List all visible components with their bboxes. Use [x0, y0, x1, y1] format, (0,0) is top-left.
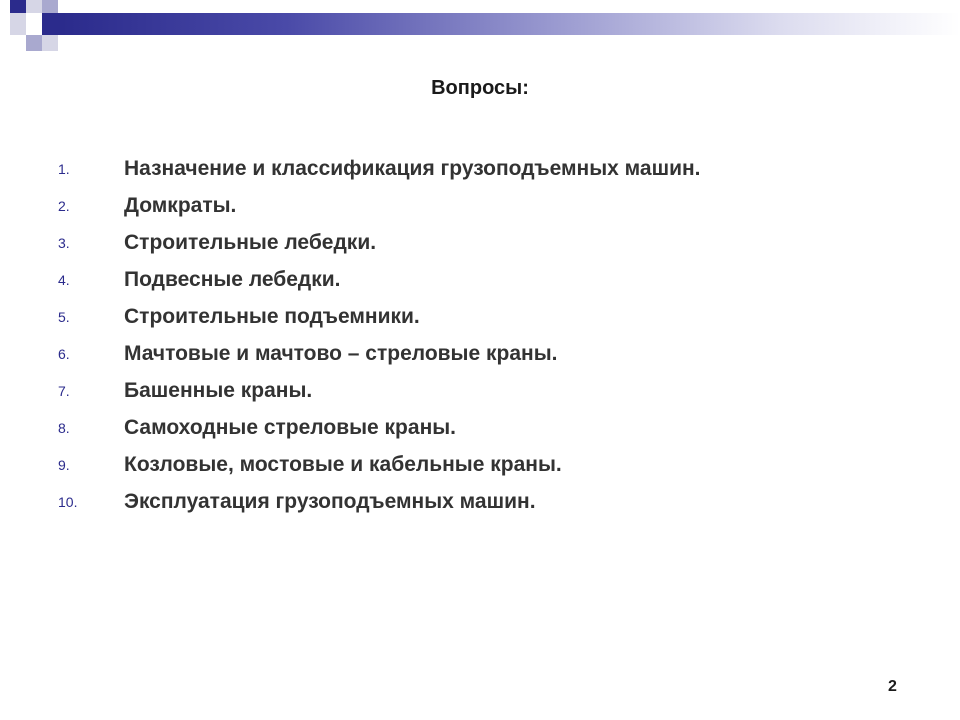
list-item-text: Эксплуатация грузоподъемных машин.	[124, 489, 536, 513]
page-number: 2	[888, 678, 897, 695]
list-item-text: Козловые, мостовые и кабельные краны.	[124, 452, 562, 476]
list-item	[58, 298, 701, 335]
list-item	[58, 261, 701, 298]
list-item	[58, 446, 701, 483]
header-gradient-band	[62, 13, 960, 35]
list-item-number: 9.	[58, 456, 70, 473]
decor-square-navy	[10, 0, 26, 13]
decor-square-light	[10, 13, 26, 35]
decor-square-mid	[42, 0, 58, 13]
decor-square-light	[42, 35, 58, 51]
list-item	[58, 187, 701, 224]
decor-square-light	[26, 0, 42, 13]
list-item	[58, 150, 701, 187]
list-item-text: Мачтовые и мачтово – стреловые краны.	[124, 341, 558, 365]
list-item-text: Подвесные лебедки.	[124, 267, 341, 291]
list-item	[58, 372, 701, 409]
list-item-text: Башенные краны.	[124, 378, 313, 402]
list-item-text: Строительные лебедки.	[124, 230, 377, 254]
list-item	[58, 224, 701, 261]
list-item-text: Домкраты.	[124, 193, 237, 217]
slide-title: Вопросы:	[431, 77, 529, 99]
decor-square-mid	[26, 35, 42, 51]
list-item-number: 4.	[58, 271, 70, 288]
list-item-number: 10.	[58, 493, 78, 510]
questions-list	[58, 150, 701, 520]
list-item	[58, 409, 701, 446]
list-item-number: 3.	[58, 234, 70, 251]
list-item-number: 7.	[58, 382, 70, 399]
list-item-number: 8.	[58, 419, 70, 436]
list-item-text: Самоходные стреловые краны.	[124, 415, 457, 439]
list-item	[58, 483, 701, 520]
list-item-number: 1.	[58, 160, 70, 177]
list-item-number: 2.	[58, 197, 70, 214]
list-item-number: 6.	[58, 345, 70, 362]
list-item-text: Назначение и классификация грузоподъемных машин.	[124, 156, 701, 180]
list-item-text: Строительные подъемники.	[124, 304, 420, 328]
list-item	[58, 335, 701, 372]
list-item-number: 5.	[58, 308, 70, 325]
decor-square-navy	[42, 13, 62, 35]
